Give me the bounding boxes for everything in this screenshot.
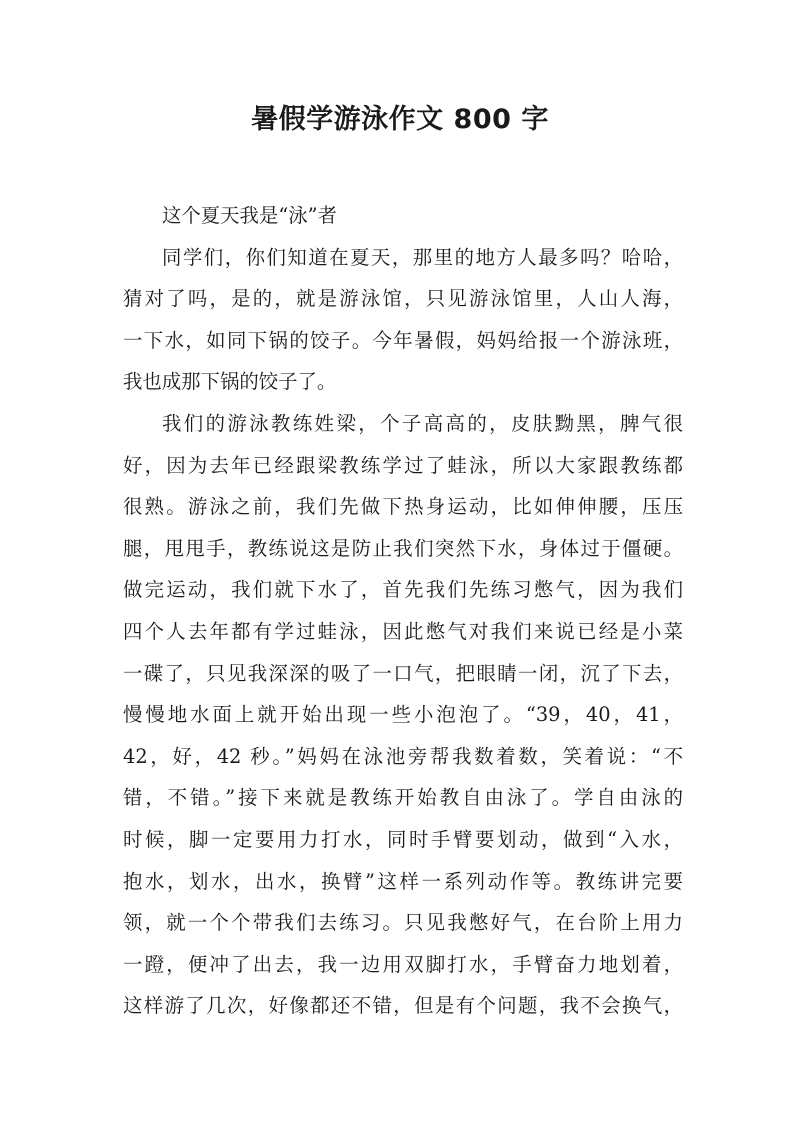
text-line: 时候，脚一定要用力打水，同时手臂要划动，做到“入水， xyxy=(123,827,683,851)
text-line: 我们的游泳教练姓梁，个子高高的，皮肤黝黑，脾气很 xyxy=(162,411,683,435)
text-line: 四个人去年都有学过蛙泳，因此憋气对我们来说已经是小菜 xyxy=(123,619,683,643)
text-line: 慢慢地水面上就开始出现一些小泡泡了。“39，40，41， xyxy=(123,703,683,727)
text-line: 抱水，划水，出水，换臂”这样一系列动作等。教练讲完要 xyxy=(123,869,683,893)
text-line: 一碟了，只见我深深的吸了一口气，把眼睛一闭，沉了下去， xyxy=(123,661,683,685)
document-title: 暑假学游泳作文 800 字 xyxy=(251,104,549,135)
text-line: 猜对了吗，是的，就是游泳馆，只见游泳馆里，人山人海， xyxy=(123,287,683,311)
text-line: 好，因为去年已经跟梁教练学过了蛙泳，所以大家跟教练都 xyxy=(123,453,683,477)
paragraph xyxy=(123,403,683,1027)
text-line: 一下水，如同下锅的饺子。今年暑假，妈妈给报一个游泳班， xyxy=(123,328,683,352)
text-line: 领，就一个个带我们去练习。只见我憋好气，在台阶上用力 xyxy=(123,911,683,935)
text-line: 同学们，你们知道在夏天，那里的地方人最多吗？哈哈， xyxy=(162,245,683,269)
text-line: 我也成那下锅的饺子了。 xyxy=(123,370,337,394)
text-line: 做完运动，我们就下水了，首先我们先练习憋气，因为我们 xyxy=(123,578,683,602)
text-line: 这个夏天我是“泳”者 xyxy=(162,204,337,227)
text-line: 这样游了几次，好像都还不错，但是有个问题，我不会换气， xyxy=(123,994,683,1018)
paragraph xyxy=(123,195,683,237)
text-line: 42，好，42 秒。”妈妈在泳池旁帮我数着数，笑着说：“不 xyxy=(123,744,683,768)
paragraph xyxy=(123,237,683,403)
text-line: 很熟。游泳之前，我们先做下热身运动，比如伸伸腰，压压 xyxy=(123,495,683,519)
text-line: 错，不错。”接下来就是教练开始教自由泳了。学自由泳的 xyxy=(123,786,683,810)
text-line: 一蹬，便冲了出去，我一边用双脚打水，手臂奋力地划着， xyxy=(123,952,683,976)
document-body xyxy=(123,195,683,1027)
text-line: 腿，甩甩手，教练说这是防止我们突然下水，身体过于僵硬。 xyxy=(123,536,683,560)
